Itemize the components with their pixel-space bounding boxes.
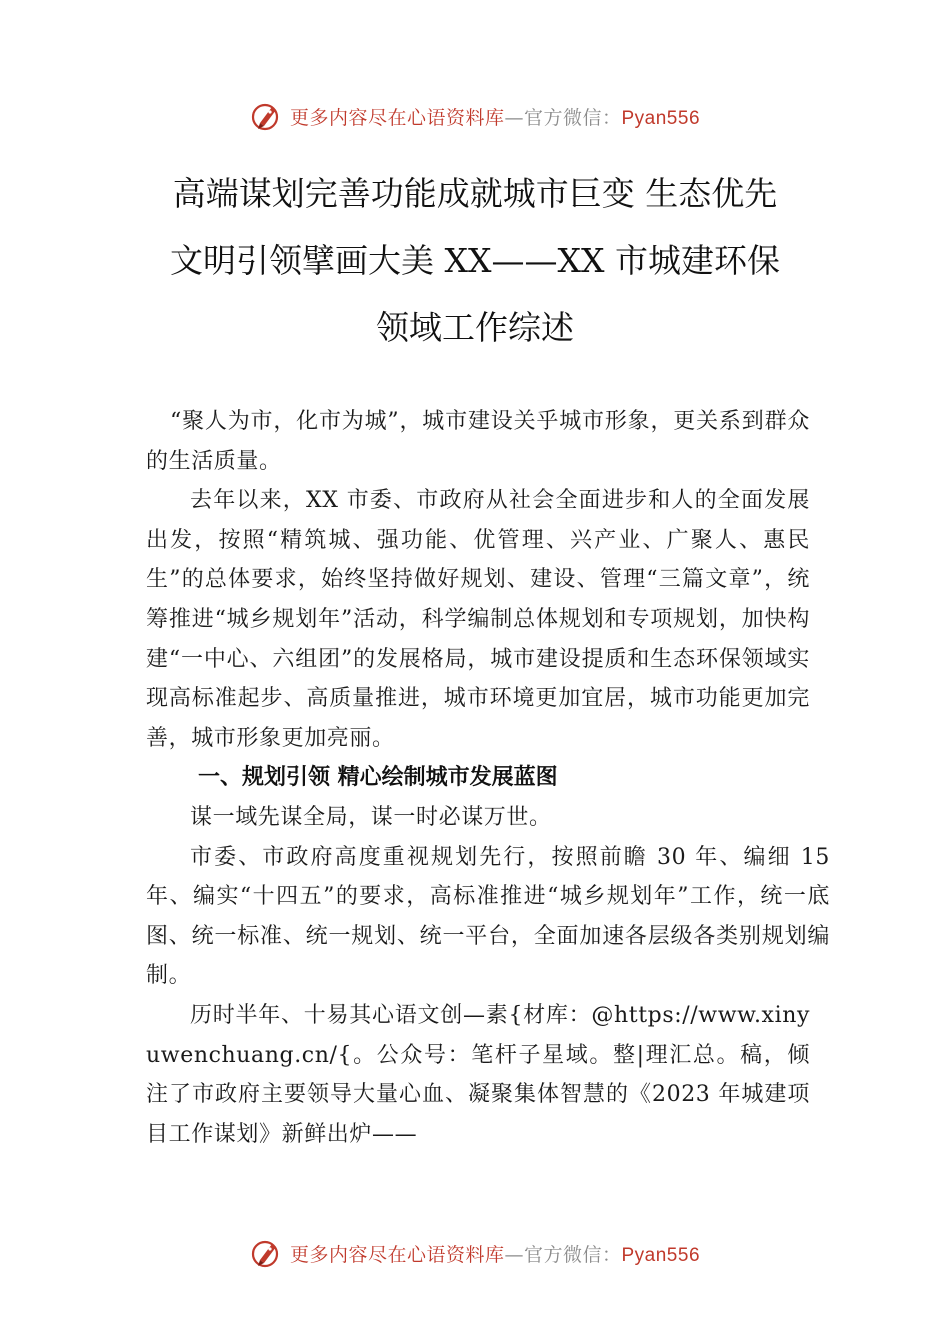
watermark-wechat-label: 官方微信：: [523, 1243, 622, 1266]
watermark-wechat-label: 官方微信：: [523, 106, 622, 129]
watermark-site-name: 更多内容尽在心语资料库: [289, 106, 505, 129]
watermark-text: [290, 1240, 700, 1267]
section-heading-1: 一、规划引领 精心绘制城市发展蓝图: [198, 765, 558, 791]
watermark-dash: —: [504, 106, 524, 129]
watermark-wechat-id: Pyan556: [621, 107, 701, 129]
watermark-text: [290, 103, 700, 130]
section1-paragraph-2: 市委、市政府高度重视规划先行，按照前瞻 30 年、编细 15 年、编实“十四五”的要求，高标准推进“城乡规划年”工作，统一底图、统一标准、统一规划、统一平台，全面加速各层级各类别规划编制。: [146, 844, 830, 989]
title-line-2: 文明引领擘画大美 XX——XX 市城建环保: [170, 241, 780, 280]
watermark-wechat-id: Pyan556: [621, 1244, 701, 1266]
watermark-dash: —: [504, 1243, 524, 1266]
intro-paragraph: “聚人为市，化市为城”，城市建设关乎城市形象，更关系到群众的生活质量。: [146, 409, 810, 474]
section1-paragraph-3: 历时半年、十易其心语文创—素{材库：@https://www.xinyuwenchuang.cn/{。公众号：笔杆子星域。整|理汇总。稿，倾注了市政府主要领导大量心血、凝聚集体智慧的《2023 年城建项目工作谋划》新鲜出炉——: [146, 1002, 810, 1147]
watermark-banner-top: [0, 96, 950, 136]
watermark-banner-bottom: [0, 1233, 950, 1273]
title-line-3: 领域工作综述: [376, 308, 574, 347]
pen-nib-logo-icon: [250, 1236, 284, 1270]
overview-paragraph: 去年以来，XX 市委、市政府从社会全面进步和人的全面发展出发，按照“精筑城、强功能、优管理、兴产业、广聚人、惠民生”的总体要求，始终坚持做好规划、建设、管理“三篇文章”，统筹推进“城乡规划年”活动，科学编制总体规划和专项规划，加快构建“一中心、六组团”的发展格局，城市建设提质和生态环保领域实现高标准起步、高质量推进，城市环境更加宜居，城市功能更加完善，城市形象更加亮丽。: [146, 488, 810, 751]
document-title: [130, 160, 820, 361]
pen-nib-logo-icon: [250, 99, 284, 133]
title-line-1: 高端谋划完善功能成就城市巨变 生态优先: [172, 174, 778, 213]
document-body: [146, 402, 830, 1154]
section1-paragraph-1: 谋一域先谋全局，谋一时必谋万世。: [190, 804, 552, 830]
watermark-site-name: 更多内容尽在心语资料库: [289, 1243, 505, 1266]
